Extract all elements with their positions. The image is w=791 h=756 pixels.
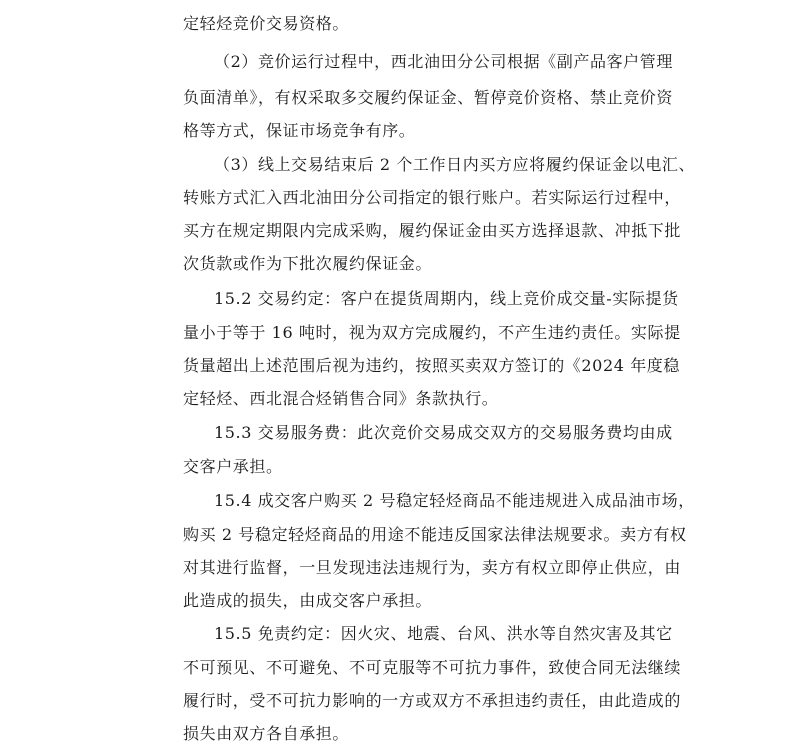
paragraph-2-line-2: 负面清单》，有权采取多交履约保证金、暂停竞价资格、禁止竞价资 — [183, 88, 674, 107]
paragraph-6-line-4: 此造成的损失，由成交客户承担。 — [183, 591, 433, 610]
paragraph-3-line-4: 次货款或作为下批次履约保证金。 — [183, 254, 433, 273]
paragraph-7-line-1: 15.5 免责约定：因火灾、地震、台风、洪水等自然灾害及其它 — [214, 624, 673, 643]
paragraph-6-line-3: 对其进行监督，一旦发现违法违规行为，卖方有权立即停止供应，由 — [183, 558, 682, 577]
paragraph-7-line-4: 损失由双方各自承担。 — [183, 724, 350, 743]
paragraph-2-line-1: （2）竞价运行过程中，西北油田分公司根据《副产品客户管理 — [214, 52, 673, 71]
paragraph-4-line-1: 15.2 交易约定：客户在提货周期内，线上竞价成交量-实际提货 — [214, 289, 679, 308]
paragraph-3-line-2: 转账方式汇入西北油田分公司指定的银行账户。若实际运行过程中， — [183, 188, 682, 207]
paragraph-6-line-2: 购买 2 号稳定轻烃商品的用途不能违反国家法律法规要求。卖方有权 — [183, 525, 687, 544]
paragraph-3-line-1: （3）线上交易结束后 2 个工作日内买方应将履约保证金以电汇、 — [214, 155, 696, 174]
paragraph-7-line-2: 不可预见、不可避免、不可克服等不可抗力事件，致使合同无法继续 — [183, 658, 682, 677]
paragraph-5-line-2: 交客户承担。 — [183, 457, 283, 476]
paragraph-6-line-1: 15.4 成交客户购买 2 号稳定轻烃商品不能违规进入成品油市场， — [214, 491, 695, 510]
paragraph-2-line-3: 格等方式，保证市场竞争有序。 — [183, 121, 416, 140]
paragraph-4-line-3: 货量超出上述范围后视为违约，按照买卖双方签订的《2024 年度稳 — [183, 356, 681, 375]
paragraph-7-line-3: 履行时，受不可抗力影响的一方或双方不承担违约责任，由此造成的 — [183, 691, 682, 710]
paragraph-5-line-1: 15.3 交易服务费：此次竞价交易成交双方的交易服务费均由成 — [214, 423, 673, 442]
paragraph-1-line-1: 定轻烃竞价交易资格。 — [183, 14, 350, 33]
paragraph-4-line-4: 定轻烃、西北混合烃销售合同》条款执行。 — [183, 389, 499, 408]
paragraph-3-line-3: 买方在规定期限内完成采购，履约保证金由买方选择退款、冲抵下批 — [183, 221, 682, 240]
paragraph-4-line-2: 量小于等于 16 吨时，视为双方完成履约，不产生违约责任。实际提 — [183, 323, 681, 342]
